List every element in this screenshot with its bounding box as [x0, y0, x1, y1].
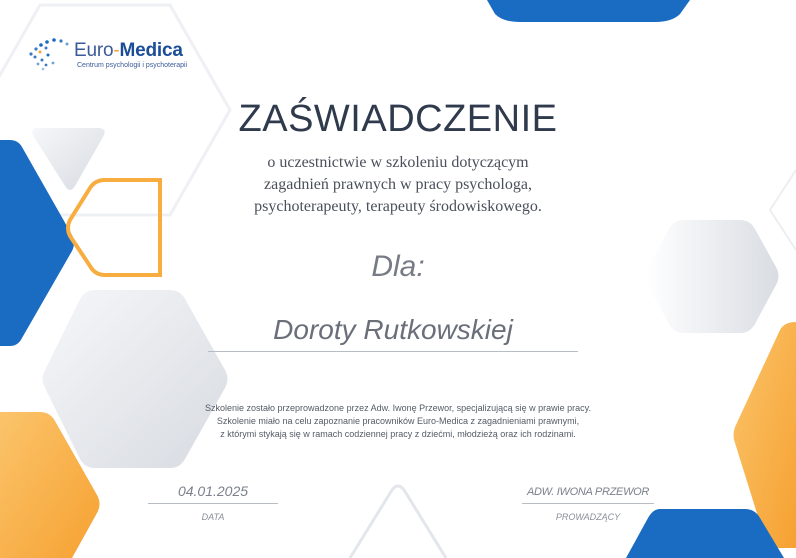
- date-caption: DATA: [201, 512, 225, 522]
- instructor-value: ADW. IWONA PRZEWOR: [526, 486, 650, 498]
- logo-name-medica: Medica: [119, 40, 183, 61]
- subtitle-line-1: o uczestnictwie w szkoleniu dotyczącym: [267, 154, 529, 171]
- date-line: [148, 503, 278, 504]
- subtitle-line-3: psychoterapeuty, terapeuty środowiskowego.: [254, 198, 542, 215]
- euro-medica-logo: [27, 34, 217, 74]
- info-line-3: z którymi stykają się w ramach codziennej pracy z dziećmi, młodzieżą oraz ich rodzinami.: [220, 429, 576, 439]
- logo-name-euro: Euro: [74, 40, 114, 61]
- certificate-subtitle: [198, 152, 598, 218]
- logo-name-dash: -: [113, 40, 120, 61]
- training-info: [148, 402, 648, 441]
- info-line-1: Szkolenie zostało przeprowadzone przez Adw. Iwonę Przewor, specjalizującą się w prawie pracy.: [204, 403, 592, 413]
- info-line-2: Szkolenie miało na celu zapoznanie pracowników Euro-Medica z zagadnieniami prawnymi,: [216, 416, 580, 426]
- instructor-line: [522, 503, 654, 504]
- certificate-title: ZAŚWIADCZENIE: [238, 98, 558, 140]
- instructor-caption: PROWADZĄCY: [555, 512, 621, 522]
- for-label: Dla:: [371, 250, 425, 283]
- logo-name: [74, 41, 183, 61]
- recipient-underline: [208, 351, 578, 352]
- date-value: 04.01.2025: [177, 483, 249, 499]
- recipient-name: Doroty Rutkowskiej: [273, 314, 513, 345]
- logo-subtitle: Centrum psychologii i psychoterapii: [77, 62, 188, 69]
- subtitle-line-2: zagadnień prawnych w pracy psychologa,: [264, 176, 532, 193]
- logo-dots-icon: [27, 34, 75, 72]
